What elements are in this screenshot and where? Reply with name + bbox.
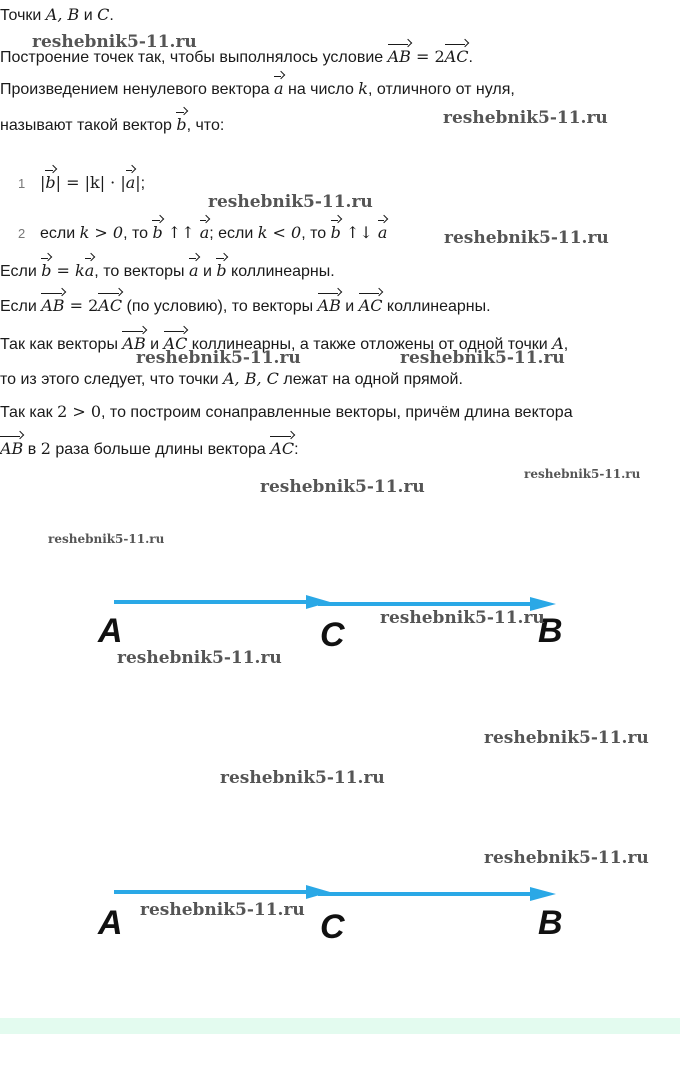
text-line-2: Построение точек так, чтобы выполнялось условие AB = 2AC.: [0, 42, 473, 69]
watermark: reshebnik5-11.ru: [32, 32, 197, 52]
watermark: reshebnik5-11.ru: [117, 648, 282, 668]
point-c-label: C: [320, 616, 345, 650]
watermark: reshebnik5-11.ru: [524, 467, 641, 481]
watermark: reshebnik5-11.ru: [444, 228, 609, 248]
list-number: 1: [18, 176, 26, 191]
text-line-5: Если b = ka, то векторы a и b коллинеарны.: [0, 256, 335, 283]
text-line-3: Произведением ненулевого вектора a на число k, отличного от нуля,: [0, 74, 515, 101]
text-line-10: AB в 2 раза больше длины вектора AC:: [0, 434, 299, 461]
text-line-8: то из этого следует, что точки A, B, C лежат на одной прямой.: [0, 369, 463, 388]
text-line-7: Так как векторы AB и AC коллинеарны, а также отложены от одной точки A,: [0, 329, 568, 356]
vector-diagram-2: [0, 870, 680, 942]
watermark: reshebnik5-11.ru: [380, 608, 545, 628]
text-line-1: Точки A, B и C.: [0, 5, 114, 24]
watermark: reshebnik5-11.ru: [136, 348, 301, 368]
bottom-band: [0, 1018, 680, 1034]
vector-cb-arrowhead: [530, 887, 556, 901]
watermark: reshebnik5-11.ru: [260, 477, 425, 497]
watermark: reshebnik5-11.ru: [140, 900, 305, 920]
watermark: reshebnik5-11.ru: [484, 848, 649, 868]
watermark: reshebnik5-11.ru: [48, 532, 165, 546]
list-item-2: 2 если k > 0, то b ↑↑ a; если k < 0, то b ↑↓ a: [0, 218, 387, 245]
text-line-9: Так как 2 > 0, то построим сонаправленные векторы, причём длина вектора: [0, 402, 573, 421]
watermark: reshebnik5-11.ru: [484, 728, 649, 748]
watermark: reshebnik5-11.ru: [220, 768, 385, 788]
watermark: reshebnik5-11.ru: [208, 192, 373, 212]
watermark: reshebnik5-11.ru: [400, 348, 565, 368]
text-line-6: Если AB = 2AC (по условию), то векторы AB и AC коллинеарны.: [0, 291, 491, 318]
point-b-label: B: [538, 612, 563, 650]
point-c-label: C: [320, 908, 345, 942]
point-b-label: B: [538, 904, 563, 942]
text-line-4: называют такой вектор b, что:: [0, 110, 224, 137]
point-a-label: A: [98, 612, 123, 650]
list-item-1: 1 |b| = |k| · |a|;: [0, 168, 145, 195]
list-number: 2: [18, 226, 26, 241]
point-a-label: A: [98, 904, 123, 942]
vector-diagram-1: [0, 580, 680, 650]
watermark: reshebnik5-11.ru: [443, 108, 608, 128]
